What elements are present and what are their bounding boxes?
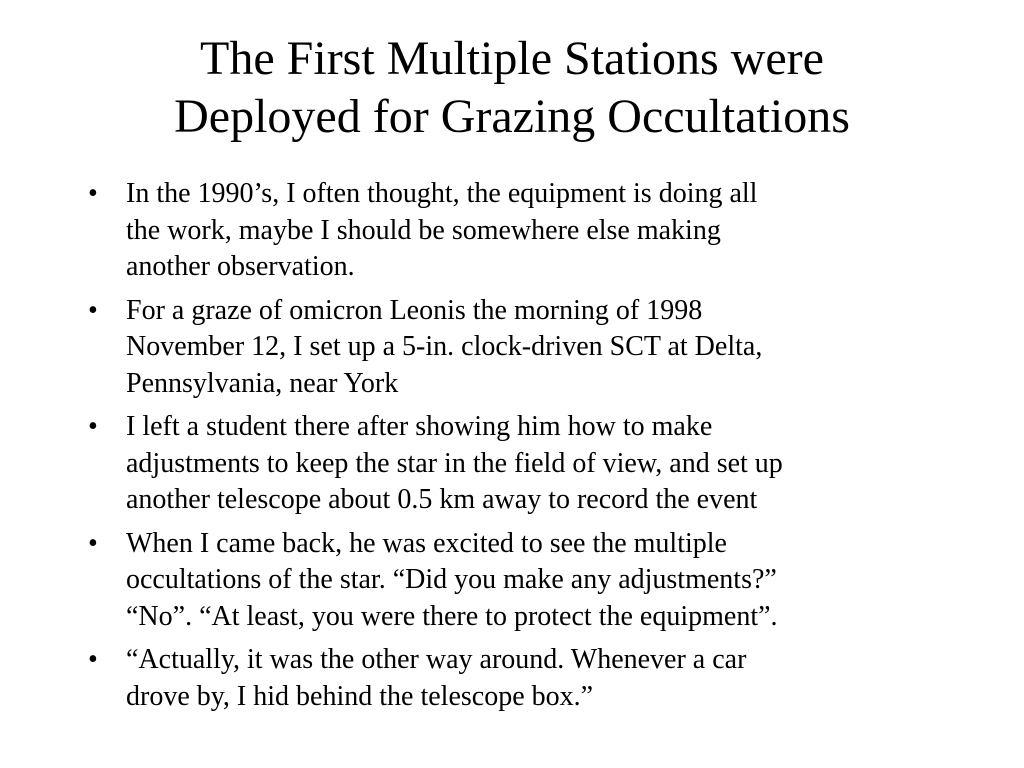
bullet-text [126,409,948,519]
bullet-line: drove by, I hid behind the telescope box.” [126,680,594,712]
bullet-marker: • [88,527,98,559]
bullet-line: occultations of the star. “Did you make any adjustments?” [126,564,777,595]
bullet-line: adjustments to keep the star in the field of view, and set up [126,447,783,479]
bullet-marker: • [88,644,98,675]
bullet-text [126,176,948,286]
bullet-line: “Actually, it was the other way around. Whenever a car [126,644,747,675]
bullet-item [88,293,948,403]
bullet-line: Pennsylvania, near York [126,367,399,399]
bullet-list [88,176,948,722]
bullet-line: For a graze of omicron Leonis the morning of 1998 [126,294,703,326]
bullet-text [126,526,948,636]
bullet-marker: • [88,411,98,442]
bullet-line: In the 1990’s, I often thought, the equipment is doing all [126,178,758,209]
bullet-text [126,642,948,715]
bullet-marker: • [88,178,98,209]
bullet-marker: • [88,294,98,326]
bullet-line: another observation. [126,251,355,282]
bullet-text [126,293,948,403]
bullet-item [88,176,948,286]
slide-title [0,30,1024,146]
bullet-line: I left a student there after showing him how to make [126,411,713,442]
bullet-item [88,526,948,636]
bullet-item [88,642,948,715]
bullet-line: “No”. “At least, you were there to protect the equipment”. [126,600,778,632]
bullet-line: another telescope about 0.5 km away to record the event [126,484,758,515]
bullet-item [88,409,948,519]
bullet-line: November 12, I set up a 5-in. clock-driven SCT at Delta, [126,331,763,362]
title-line: Deployed for Grazing Occultations [174,90,850,143]
bullet-line: the work, maybe I should be somewhere else making [126,214,721,246]
bullet-line: When I came back, he was excited to see the multiple [126,527,727,559]
title-line: The First Multiple Stations were [200,32,824,85]
